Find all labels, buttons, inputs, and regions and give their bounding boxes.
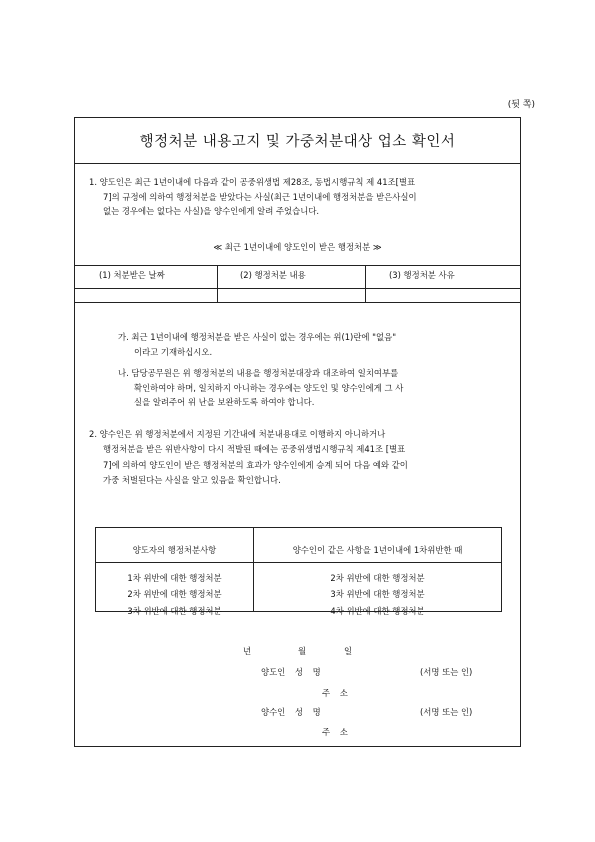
section-2-line: 가중 처벌된다는 사실을 알고 있음을 확인합니다. [103,474,281,485]
col-disposition-content: (2) 행정처분 내용 [240,270,306,280]
col-disposition-date: (1) 처분받은 날짜 [99,270,165,280]
section-1-paragraph [89,175,506,219]
table-header-rule [75,288,520,289]
comparison-right-row: 2차 위반에 대한 행정처분 [330,573,425,583]
comparison-right-column [254,570,501,619]
table-bottom-rule [75,302,520,303]
note-na [118,366,403,410]
section-1-line: 7]의 규정에 의하여 행정처분을 받았다는 사실(최근 1년이내에 행정처분을 받은사실이 [103,191,417,202]
title-divider [75,163,520,164]
note-na-line: 실을 알려주어 위 난을 보완하도록 하여야 합니다. [134,397,315,408]
note-na-line: 확인하여야 하며, 일치하지 아니하는 경우에는 양도인 및 양수인에게 그 사 [134,382,404,393]
section-2-line: 7]에 의하여 양도인이 받은 행정처분의 효과가 양수인에게 승계 되어 다음 예와 같이 [103,459,408,470]
form-title: 행정처분 내용고지 및 가중처분대상 업소 확인서 [75,118,520,164]
table-top-rule [75,265,520,266]
table-col-divider [365,265,366,302]
comparison-left-row: 2차 위반에 대한 행정처분 [127,589,222,600]
date-day-label: 일 [344,646,353,656]
form-frame [74,117,521,747]
date-month-label: 월 [298,646,307,656]
comparison-table [95,527,502,616]
comparison-left-column [96,570,253,619]
section-1-line: 없는 경우에는 없다는 사실)을 양수인에게 알려 주었습니다. [103,206,320,216]
transferee-sign-label: (서명 또는 인) [420,707,473,717]
date-year-label: 년 [243,646,252,656]
comparison-left-row: 3차 위반에 대한 행정처분 [127,605,222,616]
comparison-header-right: 양수인이 같은 사항을 1년이내에 1차위반한 때 [292,545,463,555]
transferor-address-label: 주 소 [322,688,348,698]
section-2-paragraph [89,427,506,488]
comparison-right-row: 3차 위반에 대한 행정처분 [330,589,425,600]
note-ga-line: 가. 최근 1년이내에 행정처분을 받은 사실이 없는 경우에는 위(1)란에 "없음" [118,332,397,342]
note-na-line: 나. 담당공무원은 위 행정처분의 내용을 행정처분대장과 대조하여 일치여부를 [118,368,399,378]
section-2-line: 2. 양수인은 위 행정처분에서 지정된 기간내에 처분내용대로 이행하지 아니하거나 [89,429,386,439]
col-disposition-reason: (3) 행정처분 사유 [389,270,455,280]
recent-sanctions-title: ≪ 최근 1년이내에 양도인이 받은 행정처분 ≫ [213,242,382,252]
note-ga-line: 이라고 기재하십시오. [134,346,213,357]
comparison-header-left: 양도자의 행정처분사항 [132,545,217,555]
comparison-left-row: 1차 위반에 대한 행정처분 [127,573,222,583]
transferee-address-label: 주 소 [322,727,348,737]
note-ga [118,330,396,359]
section-2-line: 행정처분을 받은 위반사항이 다시 적발된 때에는 공중위생법시행규칙 제41조 [별표 [103,444,406,455]
transferor-sign-label: (서명 또는 인) [420,667,473,677]
section-1-line: 1. 양도인은 최근 1년이내에 다음과 같이 공중위생법 제28조, 동법시행규칙 제 41조[별표 [89,177,416,187]
transferor-name-label: 양도인 성 명 [261,667,321,677]
table-col-divider [217,265,218,302]
transferee-name-label: 양수인 성 명 [261,707,321,717]
page-side-label: (뒷 쪽) [507,100,535,110]
comparison-right-row: 4차 위반에 대한 행정처분 [330,605,425,616]
comparison-header-rule [96,562,501,563]
